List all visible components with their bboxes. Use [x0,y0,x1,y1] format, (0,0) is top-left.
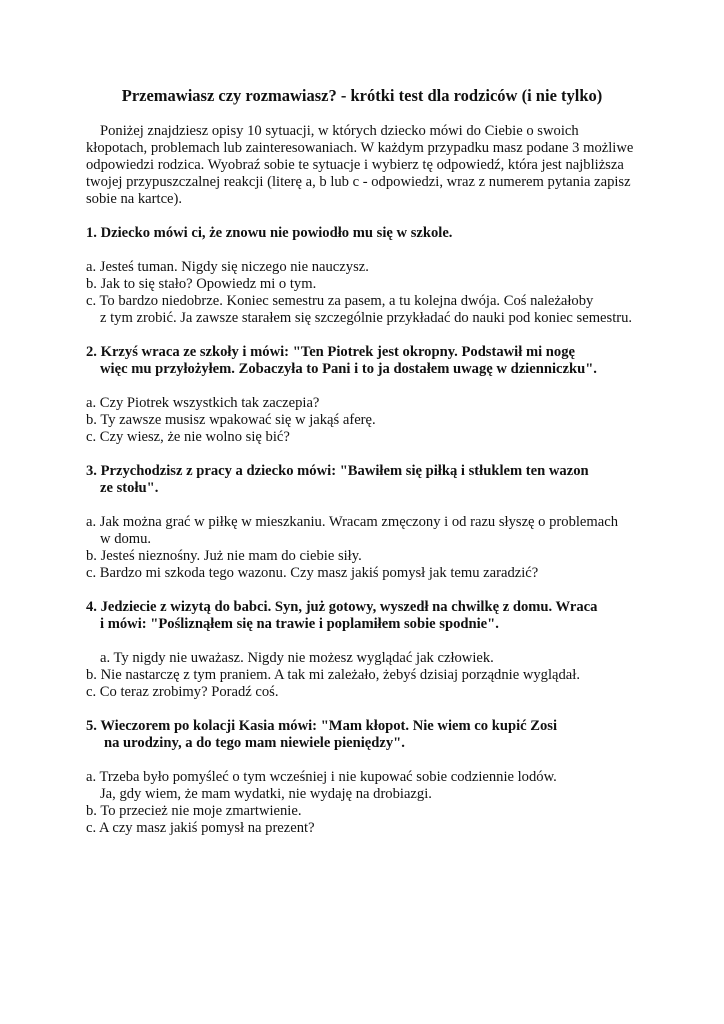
answer-4c: c. Co teraz zrobimy? Poradź coś. [86,684,279,700]
intro-line: sobie na kartce). [86,191,183,207]
question-1: 1. Dziecko mówi ci, że znowu nie powiodło mu się w szkole. [86,225,453,241]
answer-3a-continued: w domu. [100,531,152,547]
intro-line: twojej przypuszczalnej reakcji (literę a, b lub c - odpowiedzi, wraz z numerem pytania zapisz [86,174,631,190]
answer-3a: a. Jak można grać w piłkę w mieszkaniu. Wracam zmęczony i od razu słyszę o problemach [86,514,619,530]
answer-1c: c. To bardzo niedobrze. Koniec semestru za pasem, a tu kolejna dwója. Coś należałoby [86,293,594,309]
question-4: 4. Jedziecie z wizytą do babci. Syn, już gotowy, wyszedł na chwilkę z domu. Wraca [86,599,598,615]
answer-1a: a. Jesteś tuman. Nigdy się niczego nie nauczysz. [86,259,369,275]
answer-1b: b. Jak to się stało? Opowiedz mi o tym. [86,276,317,292]
answer-5c: c. A czy masz jakiś pomysł na prezent? [86,820,315,836]
question-3: 3. Przychodzisz z pracy a dziecko mówi: "Bawiłem się piłką i stłuklem ten wazon [86,463,589,479]
document-title: Przemawiasz czy rozmawiasz? - krótki test dla rodziców (i nie tylko) [121,86,603,105]
answer-2c: c. Czy wiesz, że nie wolno się bić? [86,429,290,445]
question-5-continued: na urodziny, a do tego mam niewiele pieniędzy". [104,735,405,751]
answer-5b: b. To przecież nie moje zmartwienie. [86,803,302,819]
question-4-continued: i mówi: "Pośliznąłem się na trawie i poplamiłem sobie spodnie". [100,616,499,632]
question-5: 5. Wieczorem po kolacji Kasia mówi: "Mam kłopot. Nie wiem co kupić Zosi [86,718,558,734]
answer-2a: a. Czy Piotrek wszystkich tak zaczepia? [86,395,320,411]
answer-3c: c. Bardzo mi szkoda tego wazonu. Czy masz jakiś pomysł jak temu zaradzić? [86,565,539,581]
answer-5a: a. Trzeba było pomyśleć o tym wcześniej i nie kupować sobie codziennie lodów. [86,769,557,785]
answer-3b: b. Jesteś nieznośny. Już nie mam do ciebie siły. [86,548,362,564]
answer-5a-continued: Ja, gdy wiem, że mam wydatki, nie wydaję na drobiazgi. [100,786,432,802]
answer-1c-continued: z tym zrobić. Ja zawsze starałem się szczególnie przykładać do nauki pod koniec semestru. [100,310,633,326]
question-3-continued: ze stołu". [100,480,159,496]
answer-4b: b. Nie nastarczę z tym praniem. A tak mi zależało, żebyś dzisiaj porządnie wyglądał. [86,667,580,683]
answer-2b: b. Ty zawsze musisz wpakować się w jakąś aferę. [86,412,376,428]
intro-line: Poniżej znajdziesz opisy 10 sytuacji, w których dziecko mówi do Ciebie o swoich [100,123,579,139]
question-2-continued: więc mu przyłożyłem. Zobaczyła to Pani i to ja dostałem uwagę w dzienniczku". [100,361,597,377]
intro-line: kłopotach, problemach lub zainteresowaniach. W każdym przypadku masz podane 3 możliwe [86,140,634,156]
intro-line: odpowiedzi rodzica. Wyobraź sobie te sytuacje i wybierz tę odpowiedź, która jest najbliższa [86,157,624,173]
answer-4a: a. Ty nigdy nie uważasz. Nigdy nie możesz wyglądać jak człowiek. [100,650,494,666]
question-2: 2. Krzyś wraca ze szkoły i mówi: "Ten Piotrek jest okropny. Podstawił mi nogę [86,344,575,360]
